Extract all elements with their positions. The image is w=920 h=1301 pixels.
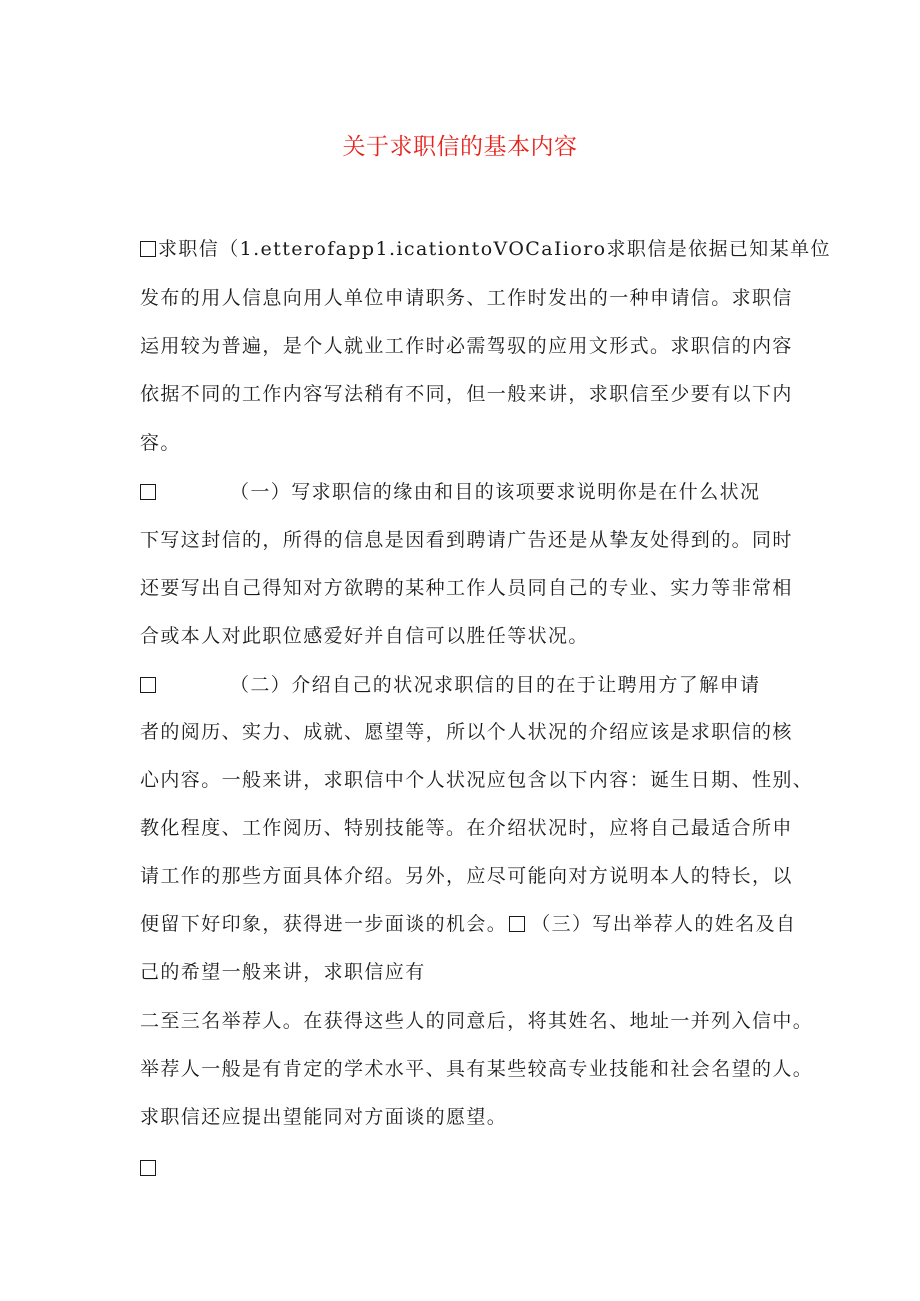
section2-line-4: 教化程度、工作阅历、特别技能等。在介绍状况时，应将自己最适合所申 — [140, 817, 793, 839]
section2-line-1: （二）介绍自己的状况求职信的目的在于让聘用方了解申请 — [140, 672, 760, 698]
section3-line-1: 二至三名举荐人。在获得这些人的同意后，将其姓名、地址一并列入信中。 — [140, 1010, 814, 1032]
trailing-line — [140, 1155, 158, 1181]
section2-line-6: 便留下好印象，获得进一步面谈的机会。 （三）写出举荐人的姓名及自 — [140, 913, 797, 935]
intro-line-5: 容。 — [140, 432, 181, 454]
section2-line-5: 请工作的那些方面具体介绍。另外，应尽可能向对方说明本人的特长，以 — [140, 865, 793, 887]
section1-line-1: （一）写求职信的缘由和目的该项要求说明你是在什么状况 — [140, 479, 760, 505]
section2-line-3: 心内容。一般来讲，求职信中个人状况应包含以下内容：诞生日期、性别、 — [140, 769, 814, 791]
section3-line-2: 举荐人一般是有肯定的学术水平、具有某些较高专业技能和社会名望的人。 — [140, 1058, 814, 1080]
section3-line-3: 求职信还应提出望能同对方面谈的愿望。 — [140, 1106, 508, 1128]
intro-line-2: 发布的用人信息向用人单位申请职务、工作时发出的一种申请信。求职信 — [140, 287, 793, 309]
intro-line-3: 运用较为普遍，是个人就业工作时必需驾驭的应用文形式。求职信的内容 — [140, 335, 793, 357]
missing-glyph-box-icon — [509, 916, 525, 932]
missing-glyph-box-icon — [140, 677, 156, 693]
missing-glyph-box-icon — [140, 484, 156, 500]
section1-line-3: 还要写出自己得知对方欲聘的某种工作人员同自己的专业、实力等非常相 — [140, 577, 793, 599]
section1-line-2: 下写这封信的，所得的信息是因看到聘请广告还是从挚友处得到的。同时 — [140, 529, 793, 551]
missing-glyph-box-icon — [140, 1160, 156, 1176]
intro-line-4: 依据不同的工作内容写法稍有不同，但一般来讲，求职信至少要有以下内 — [140, 383, 793, 405]
section2-line-7: 己的希望一般来讲，求职信应有 — [140, 961, 426, 983]
missing-glyph-box-icon — [140, 241, 156, 257]
intro-line-1: 求职信（1.etterofapp1.icationtoVOCaIioro求职信是依据已知某单位 — [140, 236, 831, 262]
section1-line-4: 合或本人对此职位感爱好并自信可以胜任等状况。 — [140, 625, 589, 647]
document-title: 关于求职信的基本内容 — [342, 134, 578, 160]
section2-line-2: 者的阅历、实力、成就、愿望等，所以个人状况的介绍应该是求职信的核 — [140, 721, 793, 743]
